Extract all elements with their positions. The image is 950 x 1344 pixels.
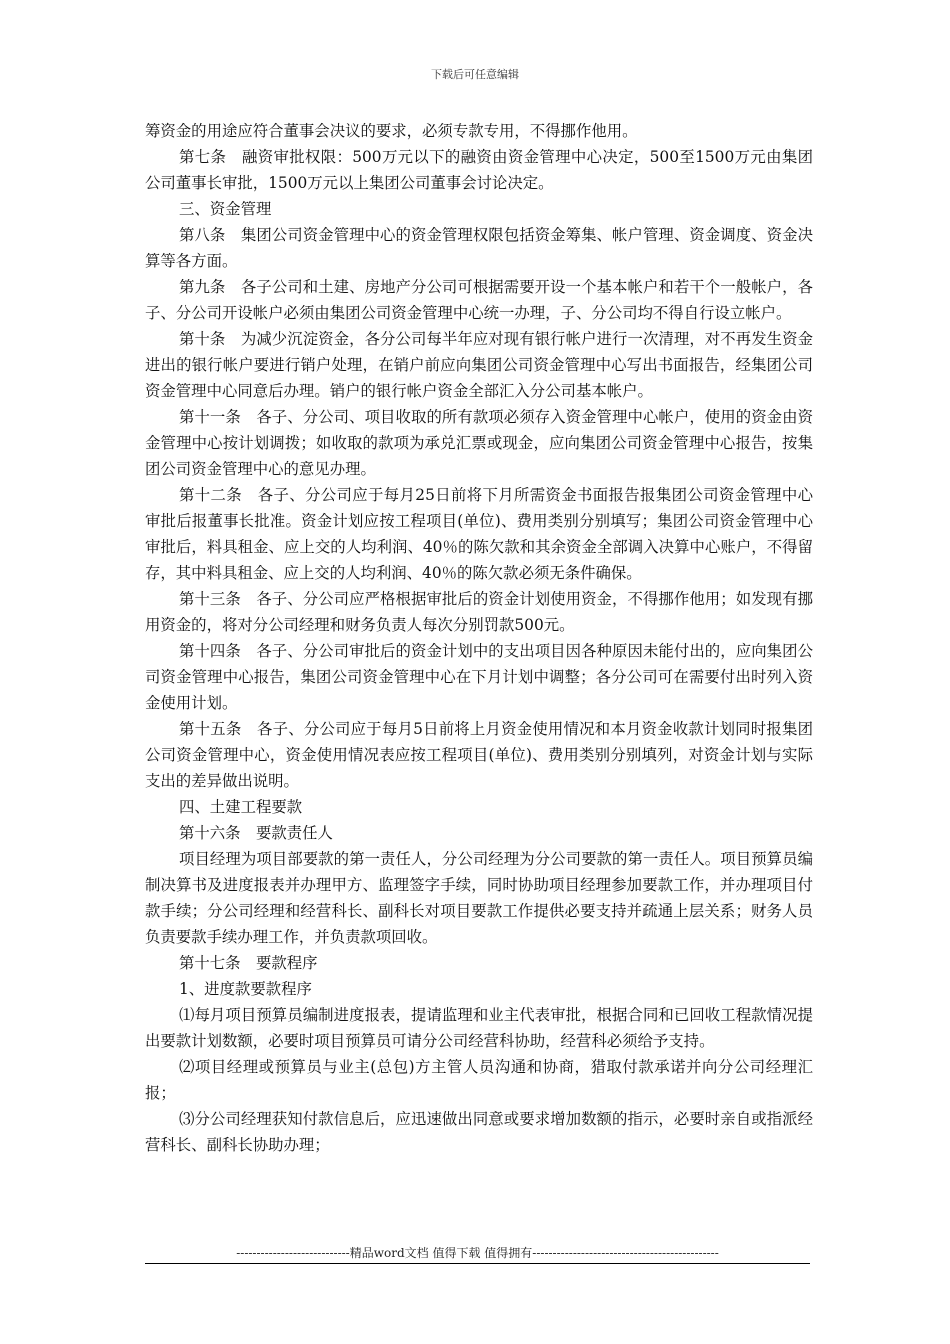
paragraph-article-10: 第十条 为减少沉淀资金，各分公司每半年应对现有银行帐户进行一次清理，对不再发生资金进出的银行帐户要进行销户处理，在销户前应向集团公司资金管理中心写出书面报告，经集团公司资金管理中心同意后办理。销户的银行帐户资金全部汇入分公司基本帐户。 — [145, 330, 813, 400]
paragraph-step-3: ⑶分公司经理获知付款信息后，应迅速做出同意或要求增加数额的指示，必要时亲自或指派经营科长、副科长协助办理； — [145, 1110, 813, 1154]
paragraph-step-1: ⑴每月项目预算员编制进度报表，提请监理和业主代表审批，根据合同和已回收工程款情况提出要款计划数额，必要时项目预算员可请分公司经营科协助，经营科必须给予支持。 — [145, 1006, 813, 1050]
paragraph-article-17: 第十七条 要款程序 — [179, 954, 318, 972]
paragraph-article-9: 第九条 各子公司和土建、房地产分公司可根据需要开设一个基本帐户和若干个一般帐户，各子、分公司开设帐户必须由集团公司资金管理中心统一办理，子、分公司均不得自行设立帐户。 — [145, 278, 813, 322]
paragraph-article-14: 第十四条 各子、分公司审批后的资金计划中的支出项目因各种原因未能付出的，应向集团公司资金管理中心报告，集团公司资金管理中心在下月计划中调整；各分公司可在需要付出时列入资金使用计划。 — [145, 642, 813, 712]
section-heading-payment-collection: 四、土建工程要款 — [179, 798, 303, 816]
document-body — [145, 118, 813, 1158]
footer-divider — [145, 1263, 810, 1264]
paragraph-1: 筹资金的用途应符合董事会决议的要求，必须专款专用，不得挪作他用。 — [145, 122, 638, 140]
paragraph-step-2: ⑵项目经理或预算员与业主(总包)方主管人员沟通和协商，猎取付款承诺并向分公司经理汇报； — [145, 1058, 813, 1102]
paragraph-article-12: 第十二条 各子、分公司应于每月25日前将下月所需资金书面报告报集团公司资金管理中心审批后报董事长批准。资金计划应按工程项目(单位)、费用类别分别填写；集团公司资金管理中心审批后，料具租金、应上交的人均利润、40％的陈欠款和其余资金全部调入决算中心账户，不得留存，其中料具租金、应上交的人均利润、40％的陈欠款必须无条件确保。 — [145, 486, 813, 582]
paragraph-article-11: 第十一条 各子、分公司、项目收取的所有款项必须存入资金管理中心帐户，使用的资金由资金管理中心按计划调拨；如收取的款项为承兑汇票或现金，应向集团公司资金管理中心报告，按集团公司资金管理中心的意见办理。 — [145, 408, 813, 478]
paragraph-progress-payment-heading: 1、进度款要款程序 — [179, 980, 312, 998]
paragraph-article-7: 第七条 融资审批权限：500万元以下的融资由资金管理中心决定，500至1500万元由集团公司董事长审批，1500万元以上集团公司董事会讨论决定。 — [145, 148, 813, 192]
page-footer: ----------------------------精品word文档 值得下载 值得拥有---------------------------------------------- — [236, 1246, 719, 1260]
paragraph-responsibility: 项目经理为项目部要款的第一责任人，分公司经理为分公司要款的第一责任人。项目预算员编制决算书及进度报表并办理甲方、监理签字手续，同时协助项目经理参加要款工作，并办理项目付款手续；分公司经理和经营科长、副科长对项目要款工作提供必要支持并疏通上层关系；财务人员负责要款手续办理工作，并负责款项回收。 — [145, 850, 813, 946]
page-header: 下载后可任意编辑 — [431, 68, 519, 81]
section-heading-fund-management: 三、资金管理 — [179, 200, 272, 218]
paragraph-article-8: 第八条 集团公司资金管理中心的资金管理权限包括资金筹集、帐户管理、资金调度、资金决算等各方面。 — [145, 226, 813, 270]
paragraph-article-13: 第十三条 各子、分公司应严格根据审批后的资金计划使用资金，不得挪作他用；如发现有挪用资金的，将对分公司经理和财务负责人每次分别罚款500元。 — [145, 590, 813, 634]
paragraph-article-16: 第十六条 要款责任人 — [179, 824, 333, 842]
paragraph-article-15: 第十五条 各子、分公司应于每月5日前将上月资金使用情况和本月资金收款计划同时报集团公司资金管理中心，资金使用情况表应按工程项目(单位)、费用类别分别填列，对资金计划与实际支出的差异做出说明。 — [145, 720, 813, 790]
